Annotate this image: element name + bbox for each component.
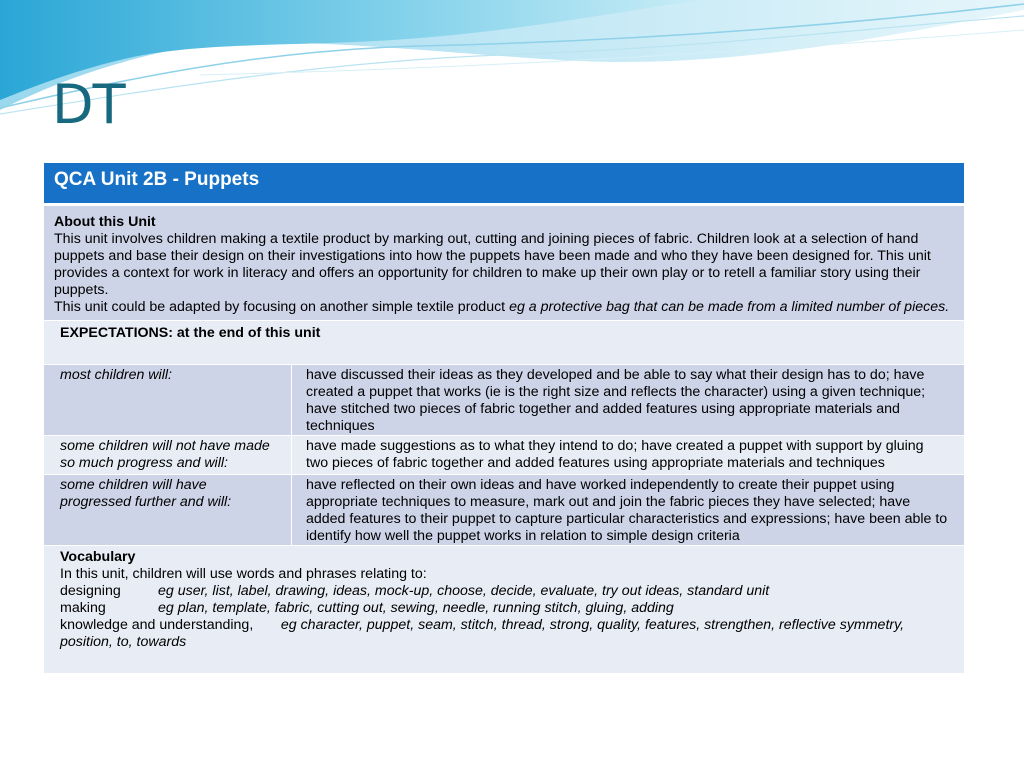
vocabulary-examples: eg character, puppet, seam, stitch, thread, strong, quality, features, strengthen, reflective symmetry, position, to, towards (60, 617, 905, 650)
about-adaptation-example: eg a protective bag that can be made from a limited number of pieces. (509, 299, 950, 315)
expectation-label: most children will: (44, 365, 292, 436)
table-row (44, 475, 965, 546)
slide-title: DT (52, 73, 125, 136)
expectations-row (44, 321, 965, 365)
about-adaptation (54, 299, 954, 316)
expectations-heading: EXPECTATIONS: at the end of this unit (44, 321, 965, 365)
vocabulary-item (60, 600, 948, 617)
vocabulary-item (60, 583, 948, 600)
vocabulary-heading: Vocabulary (60, 549, 136, 565)
expectation-label: some children will have progressed further and will: (44, 475, 292, 546)
vocabulary-examples: eg plan, template, fabric, cutting out, sewing, needle, running stitch, gluing, adding (158, 600, 674, 616)
table-row (44, 436, 965, 475)
vocabulary-intro: In this unit, children will use words and phrases relating to: (60, 566, 427, 582)
vocabulary-item (60, 617, 948, 651)
unit-table (43, 162, 965, 674)
header-wave-decoration (0, 0, 1024, 140)
vocabulary-cell (44, 546, 965, 674)
vocabulary-term: knowledge and understanding, (60, 617, 254, 633)
vocabulary-term: designing (60, 583, 121, 599)
vocabulary-row (44, 546, 965, 674)
expectation-label: some children will not have made so much progress and will: (44, 436, 292, 475)
expectation-text: have reflected on their own ideas and have worked independently to create their puppet using appropriate techniques to measure, mark out and join the fabric pieces they have selected; have added features to their puppet to capture particular characteristics and expressions; have been able to identify how well the puppet works in relation to simple design criteria (292, 475, 965, 546)
about-cell (44, 205, 965, 321)
table-header: QCA Unit 2B - Puppets (44, 163, 965, 205)
table-row (44, 365, 965, 436)
table-header-row (44, 163, 965, 205)
about-adaptation-text: This unit could be adapted by focusing on another simple textile product (54, 299, 510, 315)
about-row (44, 205, 965, 321)
vocabulary-term: making (60, 600, 106, 616)
about-heading: About this Unit (54, 214, 156, 230)
about-text: This unit involves children making a textile product by marking out, cutting and joining pieces of fabric. Children look at a selection of hand puppets and base their design on their investigations into how the puppets have been made and who they have been designed for. This unit provides a context for work in literacy and offers an opportunity for children to make up their own play or to retell a familiar story using their puppets. (54, 231, 931, 298)
expectation-text: have made suggestions as to what they intend to do; have created a puppet with support by gluing two pieces of fabric together and added features using appropriate materials and techniques (292, 436, 965, 475)
expectation-text: have discussed their ideas as they developed and be able to say what their design has to do; have created a puppet that works (ie is the right size and reflects the character) using a given technique; have stitched two pieces of fabric together and added features using appropriate materials and techniques (292, 365, 965, 436)
vocabulary-examples: eg user, list, label, drawing, ideas, mock-up, choose, decide, evaluate, try out ideas, standard unit (158, 583, 770, 599)
